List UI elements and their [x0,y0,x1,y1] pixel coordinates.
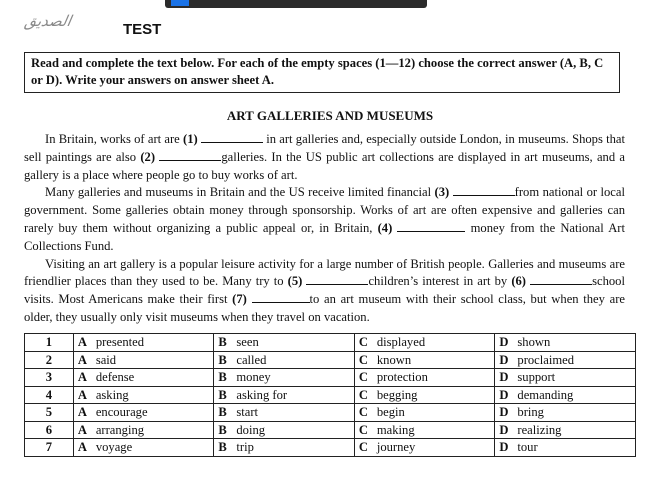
option-letter: D [499,405,509,420]
passage-heading: ART GALLERIES AND MUSEUMS [226,108,434,123]
option-c [354,404,495,422]
answer-row [25,439,636,457]
option-c [354,334,495,352]
gap-number: (2) [140,149,156,164]
option-letter: D [499,440,509,455]
option-letter: D [499,335,509,350]
gap-blank [252,291,310,303]
option-d [495,439,636,457]
option-text: start [236,405,259,420]
question-number: 2 [25,351,74,369]
option-text: doing [236,422,266,437]
gap-blank [306,273,368,285]
option-letter: A [77,422,87,437]
question-number: 4 [25,386,74,404]
gap-number: (3) [434,185,450,200]
option-text: called [236,352,267,367]
test-title: TEST [123,21,162,38]
option-d [495,404,636,422]
option-b [214,404,354,422]
option-b [214,386,354,404]
option-d [495,351,636,369]
option-letter: A [77,335,87,350]
question-number: 7 [25,439,74,457]
gap-blank [201,131,263,143]
paragraph-3: Visiting an art gallery is a popular leisure activity for a large number of British people. Galleries and museums are friendlier places than they used to be. Many try to (5) children’s interest in art by (6) school visits. Most Americans make their first (7) to an art museum with their school class, but when they are older, they usually only visit museums when they travel on vacation. [24,256,625,324]
gap-blank [453,184,515,196]
option-text: encourage [95,405,148,420]
option-text: tour [517,440,538,455]
option-text: displayed [376,335,426,350]
option-text: bring [517,405,544,420]
option-text: seen [236,335,259,350]
option-letter: A [77,405,87,420]
option-text: making [376,422,415,437]
option-a [73,369,214,387]
answer-row [25,334,636,352]
option-letter: A [77,440,87,455]
option-a [73,421,214,439]
option-a [73,404,214,422]
option-text: begin [376,405,405,420]
option-letter: B [218,370,227,385]
answer-row [25,351,636,369]
option-d [495,334,636,352]
option-b [214,334,354,352]
gap-number: (5) [287,274,303,289]
option-text: protection [376,370,428,385]
option-b [214,439,354,457]
option-c [354,439,495,457]
option-letter: C [358,440,368,455]
option-text: shown [517,335,551,350]
option-letter: B [218,440,227,455]
option-letter: D [499,422,509,437]
option-letter: B [218,335,227,350]
option-letter: B [218,405,227,420]
option-text: presented [95,335,145,350]
option-letter: C [358,352,368,367]
option-letter: C [358,335,368,350]
gap-number: (6) [511,274,526,289]
answer-options-table [24,333,636,457]
option-d [495,386,636,404]
option-text: money [236,370,271,385]
option-text: arranging [95,422,145,437]
option-c [354,351,495,369]
option-letter: D [499,387,509,402]
gap-number: (7) [232,292,247,307]
paragraph-2: Many galleries and museums in Britain and the US receive limited financial (3) from national or local government. Some galleries obtain money through sponsorship. Works of art are often expensive and galleries can rarely buy them without organizing a public appeal or, in Britain, (4) money from the National Art Collections Fund. [24,185,625,253]
option-letter: B [218,387,227,402]
question-number: 5 [25,404,74,422]
option-text: trip [236,440,254,455]
option-letter: D [499,370,509,385]
option-letter: B [218,352,227,367]
option-letter: A [77,352,87,367]
publisher-logo: الصديق [23,12,73,30]
option-letter: C [358,370,368,385]
browser-top-bar [165,0,427,8]
question-number: 6 [25,421,74,439]
option-text: asking [95,387,129,402]
option-c [354,369,495,387]
option-text: asking for [236,387,288,402]
option-text: journey [376,440,416,455]
option-c [354,386,495,404]
option-a [73,439,214,457]
option-letter: C [358,405,368,420]
option-b [214,351,354,369]
answer-row [25,421,636,439]
option-text: support [517,370,556,385]
option-b [214,421,354,439]
gap-number: (4) [377,220,393,235]
option-a [73,351,214,369]
option-text: proclaimed [517,352,575,367]
passage-text [24,131,625,327]
question-number: 1 [25,334,74,352]
instructions-box: Read and complete the text below. For each of the empty spaces (1—12) choose the correct answer (A, B, C or D). Write your answers on answer sheet A. [24,52,620,93]
option-a [73,386,214,404]
option-text: said [95,352,117,367]
option-c [354,421,495,439]
gap-blank [159,149,221,161]
option-letter: B [218,422,227,437]
option-text: begging [376,387,418,402]
app-icon [171,0,189,6]
gap-number: (1) [183,132,198,146]
option-letter: C [358,422,368,437]
option-text: demanding [517,387,574,402]
option-text: known [376,352,412,367]
option-a [73,334,214,352]
option-letter: C [358,387,368,402]
question-number: 3 [25,369,74,387]
option-text: realizing [517,422,562,437]
option-letter: A [77,387,87,402]
option-b [214,369,354,387]
option-d [495,421,636,439]
answer-row [25,369,636,387]
answer-row [25,386,636,404]
option-letter: D [499,352,509,367]
option-letter: A [77,370,87,385]
gap-blank [397,220,465,232]
answer-row [25,404,636,422]
gap-blank [530,273,592,285]
option-text: defense [95,370,135,385]
paragraph-1: In Britain, works of art are (1) in art galleries and, especially outside London, in museums. Shops that sell paintings are also (2) galleries. In the US public art collections are displayed in art museums, and a gallery is a place where people go to buy works of art. [24,132,625,182]
option-text: voyage [95,440,133,455]
option-d [495,369,636,387]
